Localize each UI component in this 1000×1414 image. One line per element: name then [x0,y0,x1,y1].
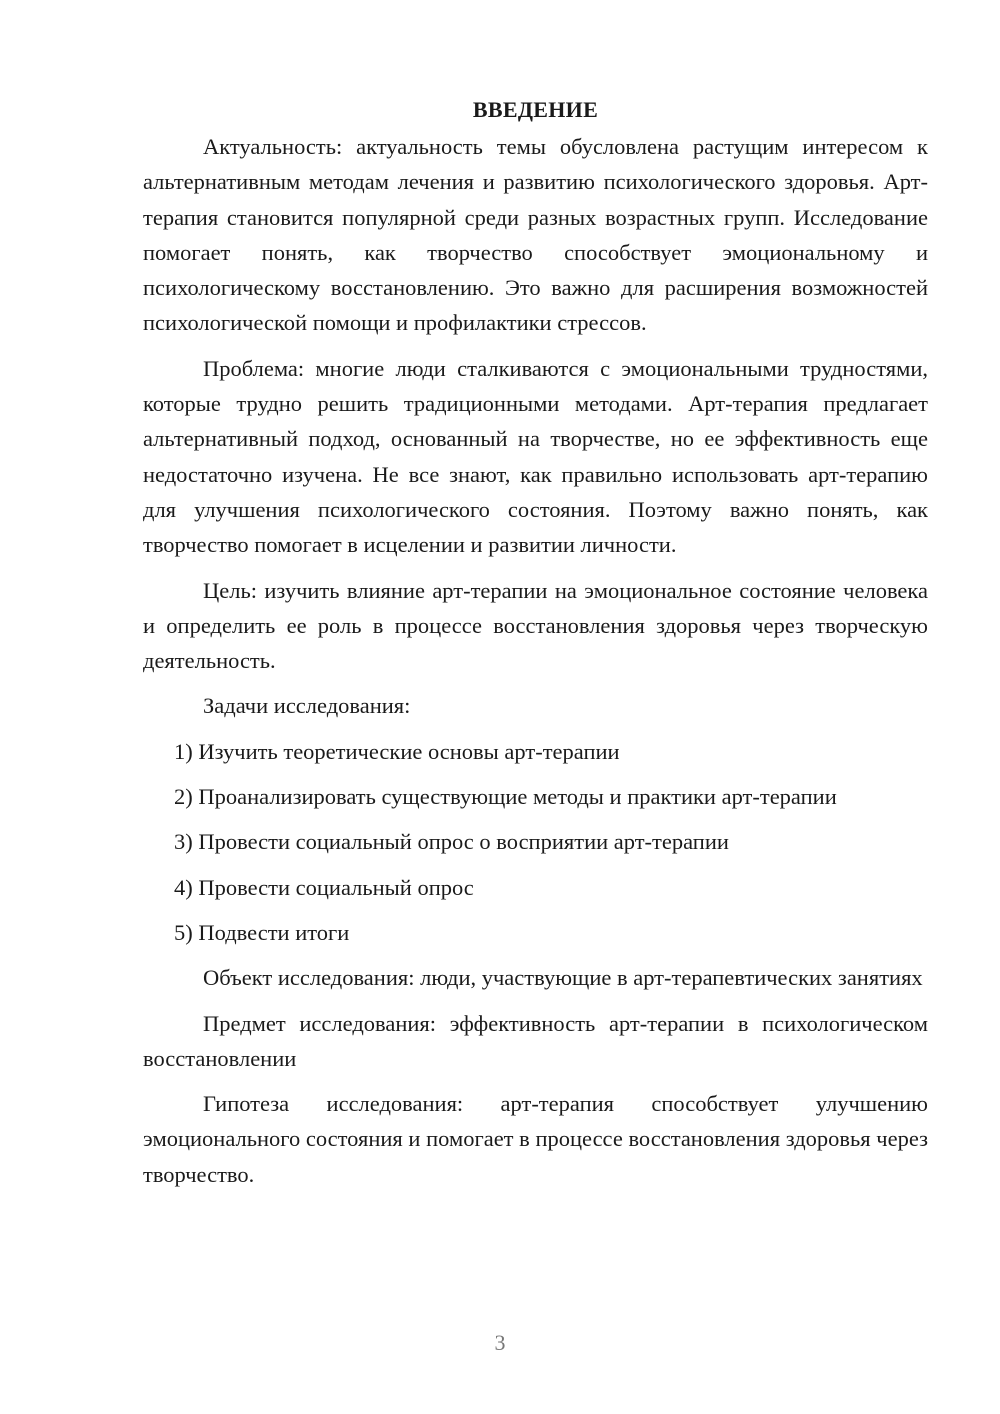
task-item: 4) Провести социальный опрос [174,874,474,900]
hypothesis-paragraph: Гипотеза исследования: арт-терапия способствует улучшению эмоционального состояния и помогает в процессе восстановления здоровья через творчество. [143,1091,928,1187]
relevance-paragraph: Актуальность: актуальность темы обусловлена растущим интересом к альтернативным методам лечения и развитию психологического здоровья. Арт-терапия становится популярной среди разных возрастных групп. Исследование помогает понять, как творчество способствует эмоциональному и психологическому восстановлению. Это важно для расширения возможностей психологической помощи и профилактики стрессов. [143,134,928,336]
page-number: 3 [494,1330,506,1355]
task-item: 5) Подвести итоги [174,919,350,945]
tasks-heading: Задачи исследования: [203,693,411,719]
task-item: 3) Провести социальный опрос о восприятии арт-терапии [174,829,729,855]
subject-paragraph: Предмет исследования: эффективность арт-терапии в психологическом восстановлении [143,1010,928,1071]
page-title: ВВЕДЕНИЕ [472,97,599,122]
problem-paragraph: Проблема: многие люди сталкиваются с эмоциональными трудностями, которые трудно решить традиционными методами. Арт-терапия предлагает альтернативный подход, основанный на творчестве, но ее эффективность еще недостаточно изучена. Не все знают, как правильно использовать арт-терапию для улучшения психологического состояния. Поэтому важно понять, как творчество помогает в исцелении и развитии личности. [143,355,928,558]
task-item: 2) Проанализировать существующие методы и практики арт-терапии [174,784,837,810]
object-paragraph: Объект исследования: люди, участвующие в арт-терапевтических занятиях [203,965,923,991]
document-page [143,92,928,1202]
goal-paragraph: Цель: изучить влияние арт-терапии на эмоциональное состояние человека и определить ее роль в процессе восстановления здоровья через творческую деятельность. [143,577,928,674]
task-item: 1) Изучить теоретические основы арт-терапии [174,738,620,764]
